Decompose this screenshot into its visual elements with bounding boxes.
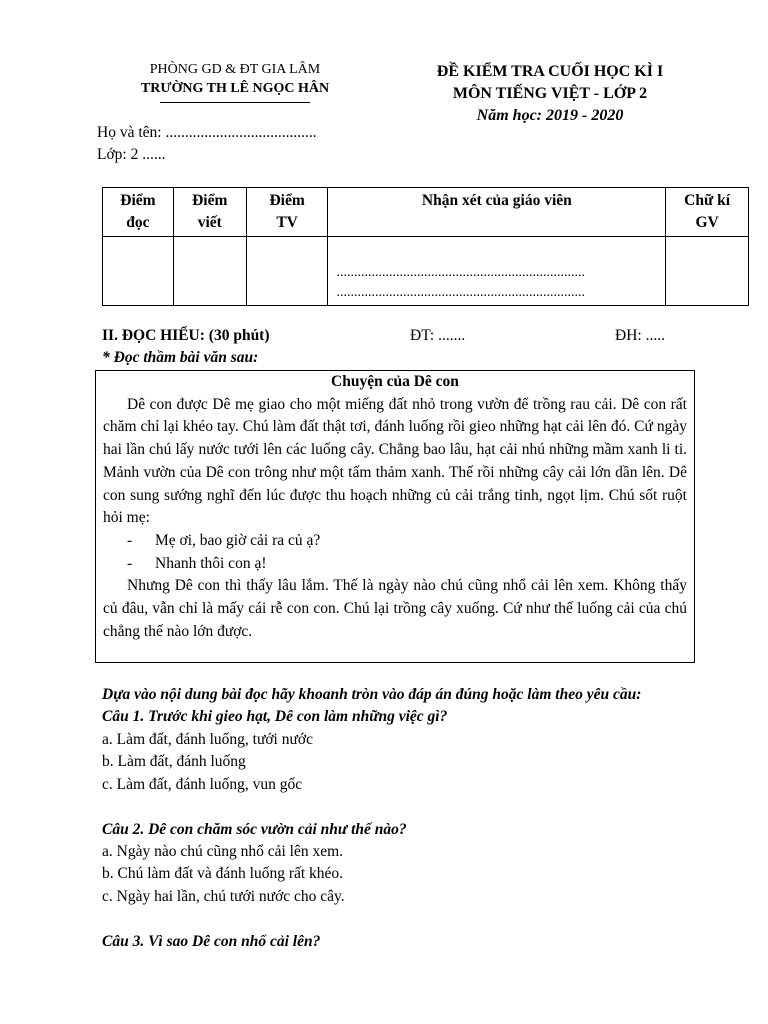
comment-line: ....................................................................... (336, 265, 585, 280)
question-1-title: Câu 1. Trước khi gieo hạt, Dê con làm những việc gì? (102, 708, 448, 725)
header-reading-score: Điểm đọc (103, 188, 174, 237)
reading-score-cell[interactable] (103, 237, 174, 306)
section-title: II. ĐỌC HIỂU: (30 phút) (102, 327, 270, 344)
school-year: Năm học: 2019 - 2020 (476, 107, 624, 124)
department-name: PHÒNG GD & ĐT GIA LÂM (149, 62, 321, 77)
reading-score-dt: ĐT: ....... (410, 327, 466, 344)
signature-cell[interactable] (666, 237, 749, 306)
dialog-line: - Nhanh thôi con ạ! (127, 554, 267, 572)
header-writing-score: Điểm viết (173, 188, 246, 237)
school-header (100, 60, 370, 103)
reading-instruction: * Đọc thầm bài văn sau: (102, 349, 259, 366)
question-1-option-b[interactable]: b. Làm đất, đánh luống (102, 753, 246, 770)
student-name-line: Họ và tên: ....................................... (97, 124, 317, 141)
header-teacher-comment: Nhận xét của giáo viên (328, 188, 666, 237)
question-3-title: Câu 3. Vì sao Dê con nhổ cải lên? (102, 933, 321, 950)
header-teacher-signature: Chữ kí GV (666, 188, 749, 237)
question-1-option-c[interactable]: c. Làm đất, đánh luống, vun gốc (102, 776, 303, 793)
question-2-option-a[interactable]: a. Ngày nào chú cũng nhổ cải lên xem. (102, 843, 344, 860)
exam-header (390, 61, 710, 127)
reading-score-dh: ĐH: ..... (615, 327, 665, 344)
comment-line: ....................................................................... (336, 285, 585, 300)
question-1-option-a[interactable]: a. Làm đất, đánh luống, tưới nước (102, 731, 313, 748)
student-class-line: Lớp: 2 ...... (97, 146, 166, 163)
question-2-option-c[interactable]: c. Ngày hai lần, chú tưới nước cho cây. (102, 888, 345, 905)
teacher-comment-cell[interactable] (328, 237, 666, 306)
story-title: Chuyện của Dê con (331, 373, 459, 390)
exam-subject: MÔN TIẾNG VIỆT - LỚP 2 (452, 85, 648, 102)
story-paragraph: Dê con được Dê mẹ giao cho một miếng đất nhỏ trong vườn để trồng rau cải. Dê con rất chăm chỉ lại khéo tay. Chú làm đất thật tơi, đánh luống rồi gieo những hạt cải lên đó. Cứ ngày hai lần chú lấy nước tưới lên các luống cây. Chẳng bao lâu, hạt cải nhú những mầm xanh li ti. Mảnh vườn của Dê con trông như một tấm thảm xanh. Thế rồi những cây cải lớn dần lên. Dê con sung sướng nghĩ đến lúc được thu hoạch những củ cải trắng tinh, ngọt lịm. Chú sốt ruột hỏi mẹ: (103, 395, 687, 527)
tv-score-cell[interactable] (246, 237, 328, 306)
question-2-title: Câu 2. Dê con chăm sóc vườn cải như thế nào? (102, 821, 407, 838)
dialog-line: - Mẹ ơi, bao giờ cải ra củ ạ? (127, 531, 321, 549)
story-box (95, 370, 695, 663)
grade-table (102, 187, 749, 306)
header-tv-score: Điểm TV (246, 188, 328, 237)
header-underline (160, 102, 310, 103)
writing-score-cell[interactable] (173, 237, 246, 306)
question-2-option-b[interactable]: b. Chú làm đất và đánh luống rất khéo. (102, 865, 344, 882)
questions-instruction: Dựa vào nội dung bài đọc hãy khoanh tròn vào đáp án đúng hoặc làm theo yêu cầu: (102, 686, 642, 703)
story-paragraph: Nhưng Dê con thì thấy lâu lắm. Thế là ngày nào chú cũng nhổ cải lên xem. Không thấy củ đâu, vẫn chỉ là mấy cái rễ con con. Chú lại trồng cây xuống. Cứ như thế luống cải của chú chẳng thế nào lớn được. (103, 577, 687, 640)
exam-title: ĐỀ KIỂM TRA CUỐI HỌC KÌ I (436, 63, 664, 80)
school-name: TRƯỜNG TH LÊ NGỌC HÂN (140, 81, 330, 96)
